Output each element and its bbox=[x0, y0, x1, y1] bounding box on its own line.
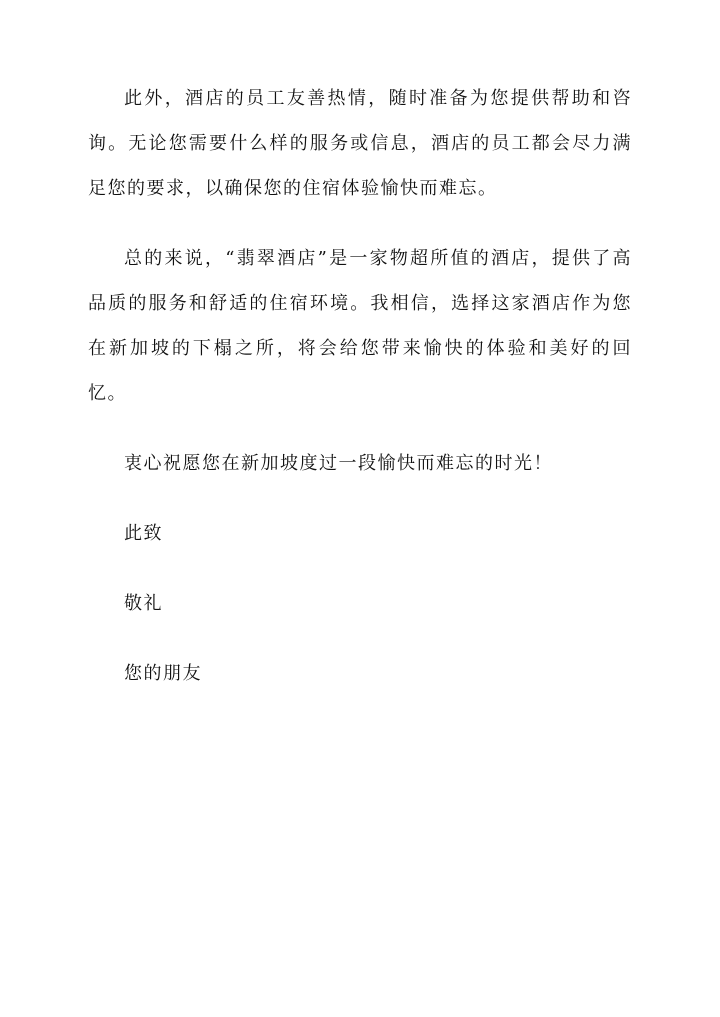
closing-line: 此致 bbox=[124, 523, 163, 544]
salutation-line: 敬礼 bbox=[124, 593, 163, 614]
paragraph-wishes: 衷心祝愿您在新加坡度过一段愉快而难忘的时光！ bbox=[124, 453, 553, 474]
letter-body bbox=[88, 76, 632, 721]
paragraph-summary: 总的来说，“翡翠酒店”是一家物超所值的酒店，提供了高品质的服务和舒适的住宿环境。我相信，选择这家酒店作为您在新加坡的下榻之所，将会给您带来愉快的体验和美好的回忆。 bbox=[88, 248, 632, 404]
signature-line: 您的朋友 bbox=[124, 663, 202, 684]
paragraph-staff-service: 此外，酒店的员工友善热情，随时准备为您提供帮助和咨询。无论您需要什么样的服务或信息，酒店的员工都会尽力满足您的要求，以确保您的住宿体验愉快而难忘。 bbox=[88, 88, 632, 199]
